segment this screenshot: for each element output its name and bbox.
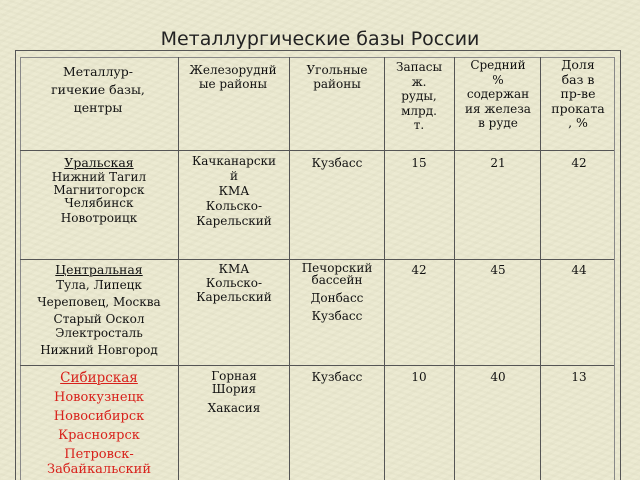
center-item: Новосибирск: [53, 409, 145, 424]
table-border-left: [15, 50, 16, 480]
iron-cell-ural: 21: [490, 156, 506, 170]
row-divider: [20, 150, 614, 151]
region-name-ural: Уральская: [64, 155, 134, 170]
col-divider: [454, 57, 455, 480]
iron-cell-central: 45: [490, 263, 506, 277]
ore-cell-ural: Качканарски й КМА Кольско- Карельский: [191, 154, 277, 228]
centers-cell-siberia: [22, 370, 176, 476]
center-item: Новотроицк: [60, 211, 138, 225]
page-title: Металлургические базы России: [160, 28, 480, 50]
header-iron-content: Средний % содержан ия железа в руде: [465, 58, 531, 130]
row-divider: [20, 365, 614, 366]
col-divider: [178, 57, 179, 480]
coal-cell-siberia: Кузбасс: [311, 370, 363, 384]
center-item: Нижний Новгород: [40, 343, 158, 357]
ore-cell-central: КМА Кольско- Карельский: [196, 262, 272, 304]
centers-cell-central: [22, 263, 176, 359]
header-rolling-share: Доля баз в пр-ве проката , %: [551, 57, 605, 130]
reserves-cell-ural: 15: [411, 156, 427, 170]
reserves-cell-central: 42: [411, 263, 427, 277]
ore-cell-siberia: Горная Шория Хакасия: [207, 369, 261, 415]
row-divider: [20, 259, 614, 260]
header-centers: Металлур- гичекие базы, центры: [51, 64, 145, 115]
center-item: Старый Оскол: [53, 312, 145, 326]
col-divider: [289, 57, 290, 480]
center-item: Электросталь: [55, 326, 143, 340]
reserves-cell-siberia: 10: [411, 370, 427, 384]
share-cell-siberia: 13: [571, 370, 587, 384]
center-item: Магнитогорск: [53, 183, 145, 197]
header-coal-regions: Угольные районы: [306, 63, 368, 91]
center-item: Тула, Липецк: [56, 278, 142, 292]
region-name-siberia: Сибирская: [60, 370, 138, 386]
share-cell-ural: 42: [571, 156, 587, 170]
center-item: Череповец, Москва: [37, 294, 161, 309]
centers-cell-ural: [22, 156, 176, 225]
center-item: Красноярск: [58, 428, 140, 443]
table-border-right: [620, 50, 621, 480]
iron-cell-siberia: 40: [490, 370, 506, 384]
center-item: Нижний Тагил: [51, 170, 147, 184]
center-item: Новокузнецк: [53, 390, 145, 405]
col-divider: [384, 57, 385, 480]
header-ore-regions: Железоруднй ые районы: [189, 63, 277, 91]
center-item: Петровск-: [64, 447, 134, 462]
share-cell-central: 44: [571, 263, 587, 277]
center-item: Забайкальский: [46, 462, 152, 477]
center-item: Челябинск: [64, 196, 134, 210]
coal-cell-ural: Кузбасс: [311, 156, 363, 170]
coal-cell-central: Печорский бассейн Донбасс Кузбасс: [301, 261, 373, 323]
header-ore-reserves: Запасы ж. руды, млрд. т.: [395, 60, 443, 132]
region-name-central: Центральная: [55, 262, 143, 277]
table-border-top: [15, 50, 620, 51]
table-inner-border-left: [20, 57, 21, 480]
